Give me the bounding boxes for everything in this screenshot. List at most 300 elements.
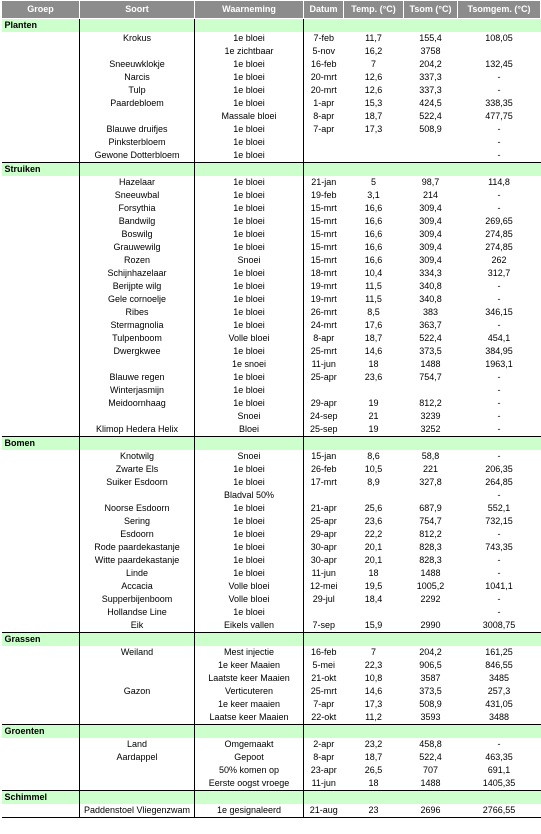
cell-datum[interactable]: 26-mrt <box>304 306 344 319</box>
cell-tsomgem[interactable]: 454,1 <box>487 333 511 343</box>
cell-groep[interactable] <box>2 58 80 71</box>
cell-tsomgem[interactable]: 257,3 <box>487 686 511 696</box>
cell-groep[interactable] <box>2 777 80 791</box>
cell-tsomgem[interactable]: - <box>497 203 501 213</box>
header-temp[interactable]: Temp. (°C) <box>344 1 404 19</box>
cell-soort[interactable]: Stermagnolia <box>80 319 195 332</box>
cell-temp[interactable]: 19 <box>344 423 404 437</box>
cell-temp[interactable]: 16,6 <box>364 242 383 252</box>
cell-tsomgem[interactable]: 338,35 <box>485 98 513 108</box>
cell-temp[interactable]: 16,2 <box>364 46 383 56</box>
cell-soort[interactable]: Narcis <box>80 71 195 84</box>
cell-waarneming[interactable]: Verticuteren <box>195 685 304 698</box>
cell-waarneming[interactable]: Snoei <box>195 254 304 267</box>
cell-waarneming[interactable]: Laatste keer Maaien <box>195 672 304 685</box>
cell-soort[interactable]: Dwergkwee <box>80 345 195 358</box>
cell-tsom[interactable]: 508,9 <box>419 699 442 709</box>
cell-tsomgem[interactable]: 3488 <box>458 711 541 725</box>
cell-tsom[interactable]: 1005,2 <box>416 581 445 591</box>
cell-groep[interactable] <box>2 738 80 751</box>
cell-temp[interactable] <box>344 149 404 163</box>
group-row-cell[interactable] <box>404 163 458 177</box>
group-row-cell[interactable] <box>458 437 541 451</box>
cell-tsomgem[interactable]: - <box>497 320 501 330</box>
cell-temp[interactable]: 8,9 <box>367 477 380 487</box>
group-name[interactable]: Struiken <box>2 163 80 177</box>
cell-datum[interactable]: 20-mrt <box>304 71 344 84</box>
cell-soort[interactable]: Boswilg <box>80 228 195 241</box>
cell-groep[interactable] <box>2 110 80 123</box>
cell-datum[interactable]: 25-mrt <box>304 345 344 358</box>
cell-tsomgem[interactable]: 108,05 <box>485 33 513 43</box>
cell-tsomgem[interactable]: 732,15 <box>485 516 513 526</box>
cell-tsomgem[interactable]: 552,1 <box>487 503 511 513</box>
cell-datum[interactable]: 25-apr <box>304 371 344 384</box>
cell-temp[interactable]: 12,6 <box>364 85 383 95</box>
cell-tsom[interactable]: 812,2 <box>419 398 442 408</box>
cell-temp[interactable]: 19,5 <box>364 581 383 591</box>
cell-temp[interactable]: 22,3 <box>364 660 383 670</box>
cell-temp[interactable]: 25,6 <box>364 503 383 513</box>
cell-temp[interactable]: 23,6 <box>364 372 383 382</box>
cell-waarneming[interactable]: Omgemaakt <box>195 738 304 751</box>
cell-tsom[interactable]: 337,3 <box>419 85 442 95</box>
cell-groep[interactable] <box>2 567 80 580</box>
cell-temp[interactable] <box>344 489 404 502</box>
cell-tsom[interactable]: 309,4 <box>419 255 442 265</box>
cell-tsomgem[interactable]: 846,55 <box>485 660 513 670</box>
cell-temp[interactable]: 7 <box>370 59 376 69</box>
group-row-cell[interactable] <box>458 791 541 805</box>
cell-datum[interactable]: 11-jun <box>304 358 344 371</box>
cell-tsom[interactable]: 214 <box>422 190 439 200</box>
cell-tsomgem[interactable]: - <box>497 294 501 304</box>
cell-temp[interactable] <box>344 606 404 619</box>
cell-groep[interactable] <box>2 306 80 319</box>
group-name[interactable]: Schimmel <box>2 791 80 805</box>
cell-soort[interactable]: Rode paardekastanje <box>80 541 195 554</box>
cell-temp[interactable]: 20,1 <box>364 542 383 552</box>
cell-tsomgem[interactable]: - <box>497 411 501 421</box>
cell-datum[interactable] <box>304 606 344 619</box>
cell-tsom[interactable]: 424,5 <box>419 98 442 108</box>
cell-tsomgem[interactable]: 3485 <box>488 673 510 683</box>
cell-datum[interactable]: 26-feb <box>304 463 344 476</box>
cell-groep[interactable] <box>2 176 80 189</box>
header-tsomgem[interactable]: Tsomgem. (°C) <box>458 1 541 19</box>
cell-soort[interactable]: Winterjasmijn <box>80 384 195 397</box>
cell-soort[interactable] <box>80 698 195 711</box>
cell-waarneming[interactable]: 1e bloei <box>195 149 304 163</box>
cell-datum[interactable] <box>304 489 344 502</box>
cell-soort[interactable]: Accacia <box>80 580 195 593</box>
cell-groep[interactable] <box>2 410 80 423</box>
cell-temp[interactable]: 18 <box>368 568 379 578</box>
group-row-cell[interactable] <box>195 437 304 451</box>
cell-groep[interactable] <box>2 215 80 228</box>
group-row-cell[interactable] <box>458 19 541 33</box>
cell-groep[interactable] <box>2 189 80 202</box>
cell-temp[interactable]: 16,6 <box>364 203 383 213</box>
cell-temp[interactable]: 18 <box>344 777 404 791</box>
cell-tsom[interactable]: 3758 <box>420 46 441 56</box>
cell-tsom[interactable]: 2696 <box>404 804 458 818</box>
cell-tsomgem[interactable]: - <box>497 137 501 147</box>
cell-groep[interactable] <box>2 751 80 764</box>
cell-tsom[interactable]: 522,4 <box>419 111 442 121</box>
cell-datum[interactable]: 7-apr <box>304 698 344 711</box>
cell-groep[interactable] <box>2 593 80 606</box>
group-row-cell[interactable] <box>344 163 404 177</box>
cell-groep[interactable] <box>2 423 80 437</box>
cell-waarneming[interactable]: 1e zichtbaar <box>195 45 304 58</box>
cell-groep[interactable] <box>2 202 80 215</box>
group-row-cell[interactable] <box>344 633 404 647</box>
cell-tsom[interactable]: 828,3 <box>419 542 442 552</box>
cell-soort[interactable] <box>80 659 195 672</box>
cell-datum[interactable]: 2-apr <box>304 738 344 751</box>
header-groep[interactable]: Groep <box>2 1 80 19</box>
cell-tsomgem[interactable]: 743,35 <box>485 542 513 552</box>
cell-waarneming[interactable]: Volle bloei <box>195 593 304 606</box>
cell-waarneming[interactable]: 1e bloei <box>195 123 304 136</box>
cell-waarneming[interactable]: 1e bloei <box>195 32 304 45</box>
cell-datum[interactable]: 16-feb <box>304 58 344 71</box>
cell-temp[interactable]: 8,5 <box>367 307 380 317</box>
cell-temp[interactable]: 3,1 <box>367 190 380 200</box>
cell-tsom[interactable]: 58,8 <box>421 451 440 461</box>
cell-tsom[interactable]: 812,2 <box>419 529 442 539</box>
cell-soort[interactable]: Supperbijenboom <box>80 593 195 606</box>
cell-groep[interactable] <box>2 646 80 659</box>
header-waarneming[interactable]: Waarneming <box>195 1 304 19</box>
cell-datum[interactable] <box>304 136 344 149</box>
cell-soort[interactable]: Klimop Hedera Helix <box>80 423 195 437</box>
group-row-cell[interactable] <box>304 791 344 805</box>
cell-tsom[interactable]: 1488 <box>404 777 458 791</box>
cell-tsomgem[interactable]: 114,8 <box>488 177 510 187</box>
cell-temp[interactable]: 16,6 <box>364 255 383 265</box>
cell-soort[interactable] <box>80 711 195 725</box>
cell-temp[interactable]: 18 <box>368 359 379 369</box>
cell-datum[interactable]: 15-mrt <box>304 254 344 267</box>
cell-waarneming[interactable]: Bladval 50% <box>195 489 304 502</box>
cell-tsomgem[interactable]: 206,35 <box>485 464 513 474</box>
cell-datum[interactable]: 29-apr <box>304 397 344 410</box>
cell-tsomgem[interactable]: - <box>497 372 501 382</box>
cell-datum[interactable]: 24-mrt <box>304 319 344 332</box>
cell-datum[interactable]: 12-mei <box>304 580 344 593</box>
cell-tsom[interactable]: 98,7 <box>421 177 440 187</box>
header-tsom[interactable]: Tsom (°C) <box>404 1 458 19</box>
cell-groep[interactable] <box>2 619 80 633</box>
group-name[interactable]: Planten <box>2 19 80 33</box>
cell-groep[interactable] <box>2 149 80 163</box>
cell-soort[interactable]: Paddenstoel Vliegenzwam <box>80 804 195 818</box>
cell-temp[interactable]: 11,2 <box>344 711 404 725</box>
cell-tsom[interactable]: 3587 <box>420 673 441 683</box>
cell-waarneming[interactable]: 1e keer maaien <box>195 698 304 711</box>
cell-waarneming[interactable]: 1e bloei <box>195 463 304 476</box>
cell-tsom[interactable] <box>404 606 458 619</box>
cell-tsomgem[interactable]: - <box>497 281 501 291</box>
cell-groep[interactable] <box>2 319 80 332</box>
cell-soort[interactable] <box>80 489 195 502</box>
cell-soort[interactable]: Hollandse Line <box>80 606 195 619</box>
cell-temp[interactable]: 5 <box>370 177 376 187</box>
cell-datum[interactable]: 15-jan <box>304 450 344 463</box>
cell-tsomgem[interactable]: - <box>497 490 501 500</box>
cell-temp[interactable]: 10,4 <box>364 268 383 278</box>
cell-waarneming[interactable]: 1e bloei <box>195 371 304 384</box>
cell-temp[interactable] <box>344 384 404 397</box>
cell-temp[interactable]: 26,5 <box>364 765 383 775</box>
cell-tsom[interactable]: 3252 <box>404 423 458 437</box>
cell-groep[interactable] <box>2 541 80 554</box>
cell-waarneming[interactable]: Volle bloei <box>195 580 304 593</box>
cell-soort[interactable]: Esdoorn <box>80 528 195 541</box>
cell-tsomgem[interactable]: 161,25 <box>485 647 513 657</box>
group-row-cell[interactable] <box>80 633 195 647</box>
group-name[interactable]: Groenten <box>2 725 80 739</box>
cell-groep[interactable] <box>2 554 80 567</box>
cell-datum[interactable]: 5-mei <box>304 659 344 672</box>
cell-tsomgem[interactable]: 463,35 <box>485 752 513 762</box>
cell-datum[interactable]: 8-apr <box>304 751 344 764</box>
cell-datum[interactable]: 21-apr <box>304 502 344 515</box>
cell-tsom[interactable]: 754,7 <box>419 516 442 526</box>
header-datum[interactable]: Datum <box>304 1 344 19</box>
cell-soort[interactable]: Witte paardekastanje <box>80 554 195 567</box>
cell-waarneming[interactable]: 1e bloei <box>195 58 304 71</box>
cell-temp[interactable]: 20,1 <box>364 555 383 565</box>
cell-datum[interactable]: 7-apr <box>304 123 344 136</box>
cell-tsomgem[interactable]: - <box>497 607 501 617</box>
cell-waarneming[interactable]: 1e bloei <box>195 228 304 241</box>
group-row-cell[interactable] <box>304 437 344 451</box>
cell-waarneming[interactable]: 1e bloei <box>195 71 304 84</box>
cell-soort[interactable] <box>80 764 195 777</box>
cell-tsom[interactable]: 754,7 <box>419 372 442 382</box>
cell-waarneming[interactable]: 1e bloei <box>195 136 304 149</box>
cell-waarneming[interactable]: 1e bloei <box>195 293 304 306</box>
cell-soort[interactable]: Weiland <box>80 646 195 659</box>
cell-tsomgem[interactable]: - <box>458 423 541 437</box>
cell-tsomgem[interactable] <box>458 45 541 58</box>
cell-waarneming[interactable]: Eikels vallen <box>195 619 304 633</box>
cell-temp[interactable]: 8,6 <box>367 451 380 461</box>
cell-soort[interactable]: Krokus <box>80 32 195 45</box>
cell-soort[interactable]: Land <box>80 738 195 751</box>
cell-soort[interactable]: Zwarte Els <box>80 463 195 476</box>
cell-temp[interactable]: 19 <box>368 398 379 408</box>
cell-tsomgem[interactable]: - <box>497 739 501 749</box>
cell-waarneming[interactable]: 1e bloei <box>195 397 304 410</box>
cell-tsom[interactable]: 363,7 <box>419 320 442 330</box>
cell-soort[interactable]: Sneeuwbal <box>80 189 195 202</box>
cell-temp[interactable]: 14,6 <box>364 346 383 356</box>
cell-groep[interactable] <box>2 528 80 541</box>
group-row-cell[interactable] <box>80 725 195 739</box>
cell-groep[interactable] <box>2 463 80 476</box>
cell-temp[interactable]: 11,5 <box>365 294 382 304</box>
cell-tsom[interactable]: 383 <box>422 307 439 317</box>
group-row-cell[interactable] <box>404 19 458 33</box>
group-row-cell[interactable] <box>344 19 404 33</box>
cell-datum[interactable]: 1-apr <box>304 97 344 110</box>
cell-soort[interactable] <box>80 110 195 123</box>
cell-tsom[interactable]: 334,3 <box>419 268 442 278</box>
cell-temp[interactable]: 18,7 <box>364 111 383 121</box>
cell-waarneming[interactable]: 1e bloei <box>195 567 304 580</box>
cell-groep[interactable] <box>2 371 80 384</box>
cell-waarneming[interactable]: 1e bloei <box>195 84 304 97</box>
cell-datum[interactable]: 11-jun <box>304 567 344 580</box>
cell-tsom[interactable]: 204,2 <box>419 59 442 69</box>
cell-datum[interactable]: 15-mrt <box>304 241 344 254</box>
cell-groep[interactable] <box>2 32 80 45</box>
cell-datum[interactable]: 20-mrt <box>304 84 344 97</box>
cell-tsomgem[interactable]: 1963,1 <box>485 359 513 369</box>
cell-soort[interactable]: Tulp <box>80 84 195 97</box>
group-row-cell[interactable] <box>304 633 344 647</box>
cell-groep[interactable] <box>2 764 80 777</box>
cell-groep[interactable] <box>2 515 80 528</box>
cell-tsom[interactable] <box>404 149 458 163</box>
group-row-cell[interactable] <box>304 163 344 177</box>
cell-waarneming[interactable]: Eerste oogst vroege <box>195 777 304 791</box>
cell-datum[interactable]: 15-mrt <box>304 202 344 215</box>
cell-tsom[interactable]: 221 <box>422 464 439 474</box>
cell-tsomgem[interactable]: 274,85 <box>485 242 513 252</box>
cell-datum[interactable]: 19-feb <box>304 189 344 202</box>
cell-temp[interactable]: 18,7 <box>364 333 383 343</box>
cell-waarneming[interactable]: 1e bloei <box>195 502 304 515</box>
cell-temp[interactable]: 7 <box>370 647 376 657</box>
cell-groep[interactable] <box>2 711 80 725</box>
cell-soort[interactable]: Blauwe druifjes <box>80 123 195 136</box>
cell-tsomgem[interactable]: 264,85 <box>485 477 513 487</box>
cell-groep[interactable] <box>2 384 80 397</box>
cell-tsom[interactable]: 2990 <box>404 619 458 633</box>
cell-waarneming[interactable]: Bloei <box>195 423 304 437</box>
cell-datum[interactable]: 23-apr <box>304 764 344 777</box>
cell-tsomgem[interactable]: 384,95 <box>485 346 513 356</box>
cell-tsomgem[interactable]: 132,45 <box>485 59 513 69</box>
cell-temp[interactable]: 15,3 <box>364 98 383 108</box>
cell-soort[interactable]: Rozen <box>80 254 195 267</box>
cell-groep[interactable] <box>2 123 80 136</box>
cell-waarneming[interactable]: 1e gesignaleerd <box>195 804 304 818</box>
cell-datum[interactable]: 21-jan <box>304 176 344 189</box>
cell-tsom[interactable]: 707 <box>422 765 439 775</box>
group-row-cell[interactable] <box>80 163 195 177</box>
cell-waarneming[interactable]: 1e bloei <box>195 202 304 215</box>
cell-tsomgem[interactable]: 477,75 <box>485 111 513 121</box>
group-row-cell[interactable] <box>344 725 404 739</box>
cell-soort[interactable]: Berijpte wilg <box>80 280 195 293</box>
cell-tsom[interactable]: 309,4 <box>419 229 442 239</box>
group-row-cell[interactable] <box>404 633 458 647</box>
cell-soort[interactable]: Forsythia <box>80 202 195 215</box>
group-name[interactable]: Bomen <box>2 437 80 451</box>
cell-soort[interactable]: Noorse Esdoorn <box>80 502 195 515</box>
cell-waarneming[interactable]: 1e bloei <box>195 541 304 554</box>
cell-tsomgem[interactable]: 691,1 <box>487 765 511 775</box>
cell-tsom[interactable]: 1488 <box>420 568 441 578</box>
cell-groep[interactable] <box>2 241 80 254</box>
group-row-cell[interactable] <box>344 437 404 451</box>
group-row-cell[interactable] <box>404 791 458 805</box>
cell-groep[interactable] <box>2 345 80 358</box>
group-row-cell[interactable] <box>80 19 195 33</box>
group-row-cell[interactable] <box>195 19 304 33</box>
cell-tsom[interactable] <box>404 384 458 397</box>
cell-waarneming[interactable]: Mest injectie <box>195 646 304 659</box>
group-row-cell[interactable] <box>304 19 344 33</box>
cell-waarneming[interactable]: Gepoot <box>195 751 304 764</box>
cell-datum[interactable]: 21-okt <box>304 672 344 685</box>
group-row-cell[interactable] <box>344 791 404 805</box>
cell-waarneming[interactable]: 1e bloei <box>195 606 304 619</box>
cell-waarneming[interactable]: 1e bloei <box>195 554 304 567</box>
cell-soort[interactable]: Knotwilg <box>80 450 195 463</box>
group-row-cell[interactable] <box>195 163 304 177</box>
group-row-cell[interactable] <box>404 437 458 451</box>
cell-temp[interactable] <box>344 136 404 149</box>
cell-groep[interactable] <box>2 254 80 267</box>
cell-tsom[interactable]: 1488 <box>420 359 441 369</box>
cell-datum[interactable]: 5-nov <box>304 45 344 58</box>
cell-tsomgem[interactable]: 312,7 <box>487 268 511 278</box>
cell-waarneming[interactable]: 1e bloei <box>195 189 304 202</box>
cell-groep[interactable] <box>2 280 80 293</box>
cell-tsom[interactable]: 309,4 <box>419 216 442 226</box>
cell-groep[interactable] <box>2 659 80 672</box>
cell-tsom[interactable]: 2292 <box>420 594 441 604</box>
cell-groep[interactable] <box>2 228 80 241</box>
cell-tsomgem[interactable]: - <box>497 190 501 200</box>
cell-tsomgem[interactable]: 269,65 <box>485 216 513 226</box>
cell-datum[interactable]: 7-feb <box>304 32 344 45</box>
cell-tsom[interactable] <box>404 489 458 502</box>
cell-waarneming[interactable]: 1e bloei <box>195 280 304 293</box>
cell-waarneming[interactable]: 1e bloei <box>195 176 304 189</box>
cell-tsomgem[interactable]: - <box>497 85 501 95</box>
cell-soort[interactable]: Tulpenboom <box>80 332 195 345</box>
cell-tsom[interactable]: 458,8 <box>419 739 442 749</box>
cell-groep[interactable] <box>2 804 80 818</box>
cell-tsom[interactable]: 340,8 <box>419 294 442 304</box>
cell-temp[interactable]: 18,4 <box>364 594 383 604</box>
cell-tsom[interactable]: 155,4 <box>419 33 442 43</box>
cell-datum[interactable]: 15-mrt <box>304 228 344 241</box>
cell-waarneming[interactable]: 1e bloei <box>195 384 304 397</box>
cell-temp[interactable]: 18,7 <box>364 752 383 762</box>
group-row-cell[interactable] <box>195 791 304 805</box>
group-row-cell[interactable] <box>195 725 304 739</box>
cell-waarneming[interactable]: 50% komen op <box>195 764 304 777</box>
cell-tsomgem[interactable]: 2766,55 <box>458 804 541 818</box>
cell-soort[interactable]: Aardappel <box>80 751 195 764</box>
cell-tsomgem[interactable]: 1405,35 <box>458 777 541 791</box>
cell-tsomgem[interactable]: 346,15 <box>485 307 513 317</box>
cell-groep[interactable] <box>2 358 80 371</box>
cell-groep[interactable] <box>2 97 80 110</box>
cell-soort[interactable] <box>80 410 195 423</box>
cell-waarneming[interactable]: 1e bloei <box>195 476 304 489</box>
cell-tsom[interactable]: 337,3 <box>419 72 442 82</box>
